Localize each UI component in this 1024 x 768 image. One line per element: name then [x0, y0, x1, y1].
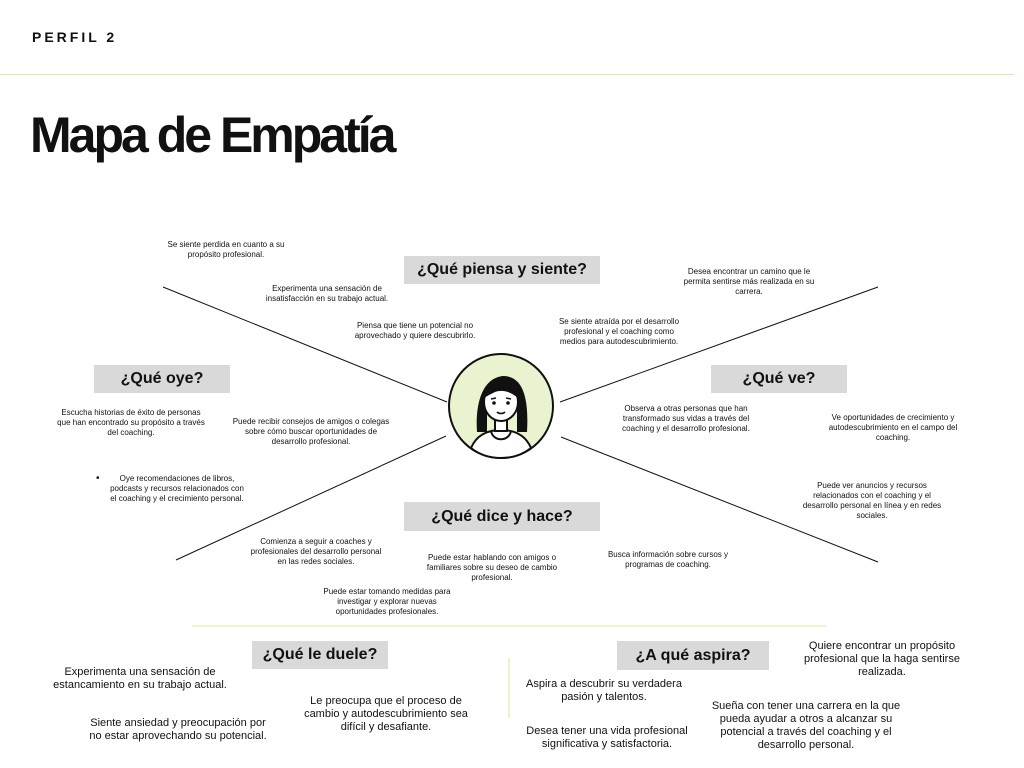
note-duele-2: Le preocupa que el proceso de cambio y autodescubrimiento sea difícil y desafiante.: [304, 695, 468, 733]
note-dice-1: Comienza a seguir a coaches y profesionales del desarrollo personal en las redes sociales.: [250, 537, 382, 566]
label-que-duele: ¿Qué le duele?: [252, 641, 388, 669]
note-duele-3: Siente ansiedad y preocupación por no estar aprovechando su potencial.: [89, 717, 267, 742]
note-piensa-2: Experimenta una sensación de insatisfacción en su trabajo actual.: [265, 284, 389, 303]
note-oye-1: Escucha historias de éxito de personas que han encontrado su propósito a través del coaching.: [57, 408, 205, 437]
note-ve-2: Ve oportunidades de crecimiento y autodescubrimiento en el campo del coaching.: [828, 413, 958, 442]
label-a-que-aspira: ¿A qué aspira?: [617, 641, 769, 670]
note-oye-2: Puede recibir consejos de amigos o colegas sobre cómo buscar oportunidades de desarrollo profesional.: [232, 417, 390, 446]
note-ve-1: Observa a otras personas que han transformado sus vidas a través del coaching y el desarrollo profesional.: [622, 404, 750, 433]
note-piensa-3: Piensa que tiene un potencial no aprovechado y quiere descubrirlo.: [354, 321, 476, 340]
label-piensa-siente: ¿Qué piensa y siente?: [404, 256, 600, 284]
label-dice-hace: ¿Qué dice y hace?: [404, 502, 600, 531]
note-dice-4: Puede estar tomando medidas para investigar y explorar nuevas oportunidades profesionales.: [323, 587, 451, 616]
label-que-ve: ¿Qué ve?: [711, 365, 847, 393]
note-dice-2: Puede estar hablando con amigos o familiares sobre su deseo de cambio profesional.: [426, 553, 558, 582]
note-piensa-4: Se siente atraída por el desarrollo profesional y el coaching como medios para autodescubrimiento.: [558, 317, 680, 346]
profile-kicker: PERFIL 2: [32, 29, 118, 45]
note-piensa-5: Desea encontrar un camino que le permita sentirse más realizada en su carrera.: [683, 267, 815, 296]
note-aspira-4: Desea tener una vida profesional significativa y satisfactoria.: [526, 725, 688, 750]
note-ve-3: Puede ver anuncios y recursos relacionados con el coaching y el desarrollo personal en línea y en redes sociales.: [802, 481, 942, 520]
note-duele-1: Experimenta una sensación de estancamiento en su trabajo actual.: [53, 666, 227, 691]
note-aspira-3: Sueña con tener una carrera en la que pueda ayudar a otros a alcanzar su potencial a través del coaching y el desarrollo personal.: [711, 700, 901, 751]
note-piensa-1: Se siente perdida en cuanto a su propósito profesional.: [167, 240, 285, 259]
page-title: Mapa de Empatía: [30, 107, 394, 163]
note-oye-3-text: Oye recomendaciones de libros, podcasts y recursos relacionados con el coaching y el crecimiento personal.: [110, 474, 244, 503]
bullet-icon: •: [96, 473, 100, 484]
label-que-oye: ¿Qué oye?: [94, 365, 230, 393]
woman-avatar-icon: [447, 352, 555, 460]
note-oye-3: [96, 474, 248, 504]
note-aspira-1: Quiere encontrar un propósito profesional que la haga sentirse realizada.: [804, 640, 960, 678]
note-dice-3: Busca información sobre cursos y programas de coaching.: [607, 550, 729, 569]
note-aspira-2: Aspira a descubrir su verdadera pasión y talentos.: [526, 678, 682, 703]
